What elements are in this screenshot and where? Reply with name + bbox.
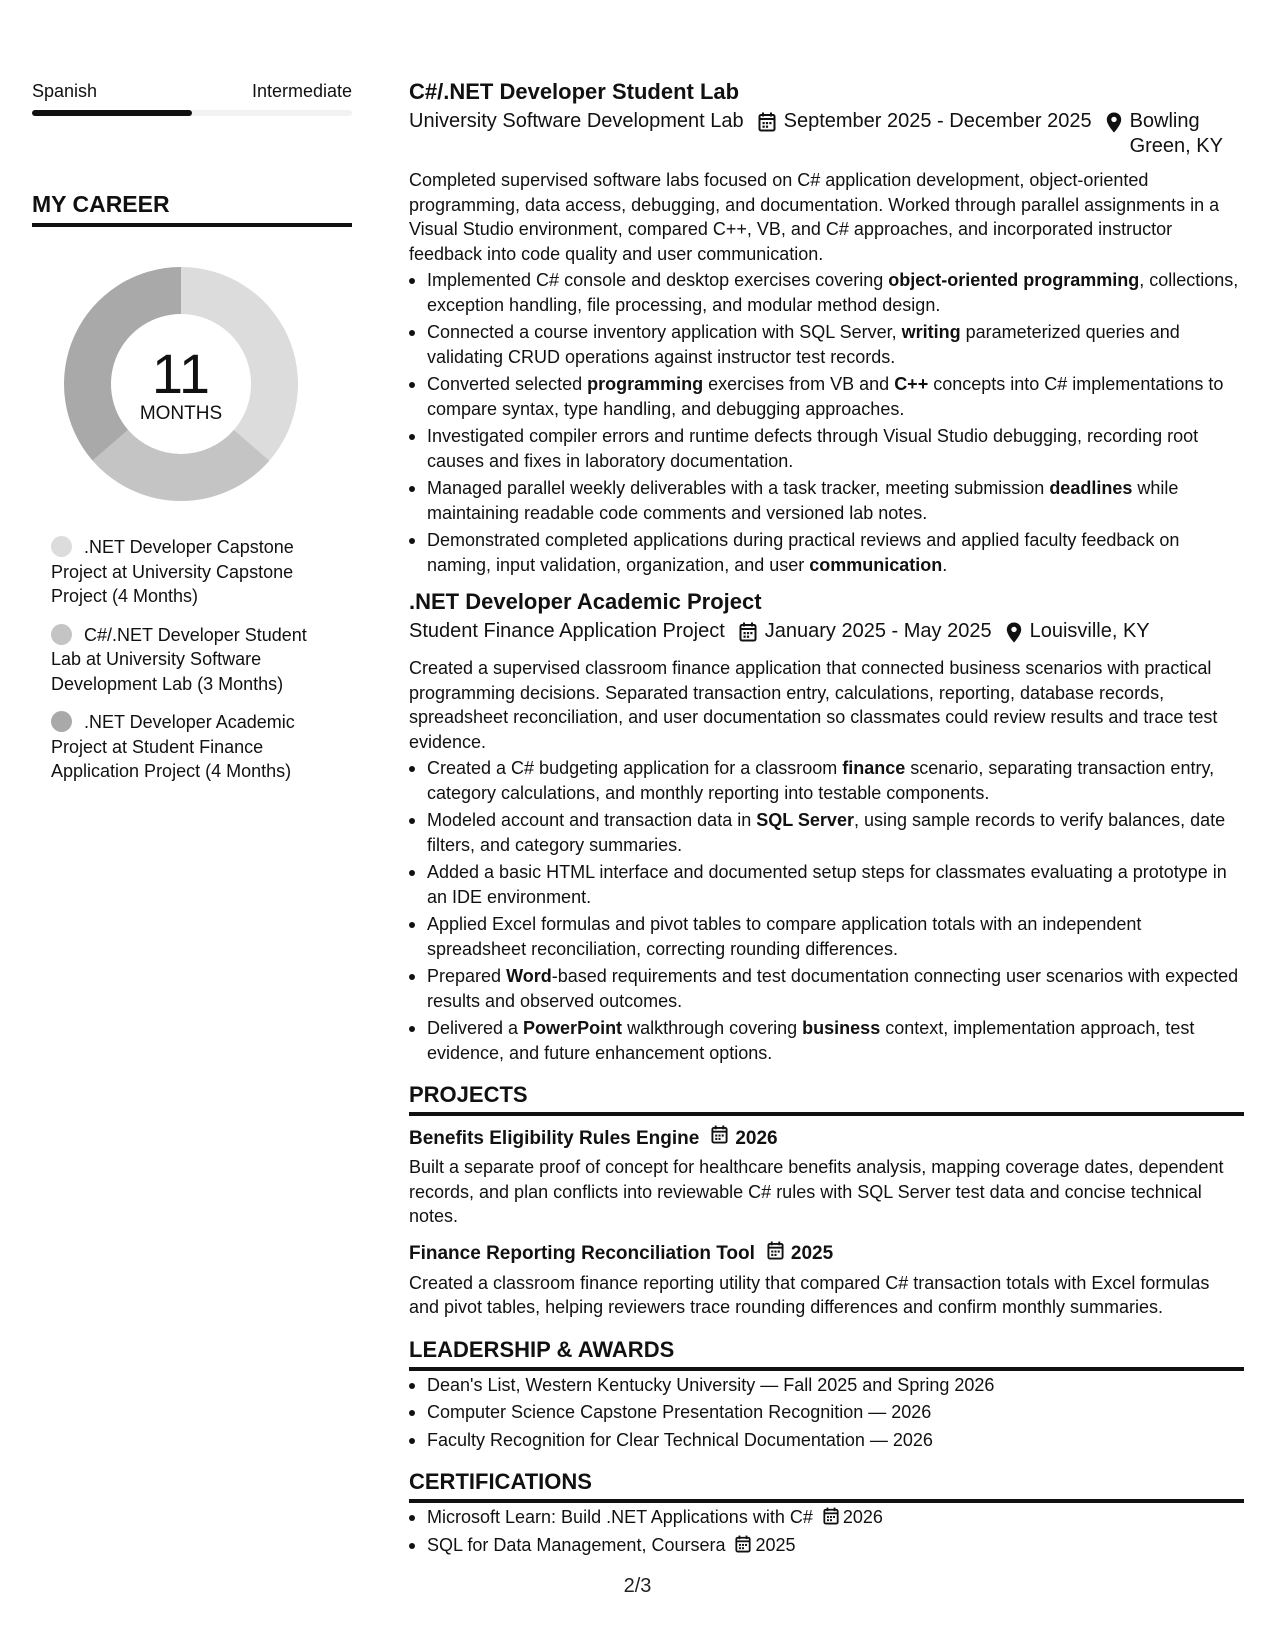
bullet-text: Demonstrated completed applications during practical reviews and applied faculty feedback on naming, input validation, organization, and user (427, 530, 1180, 575)
job-org: Student Finance Application Project (409, 620, 725, 642)
bullet-keyword: SQL Server (756, 810, 854, 830)
project-entry (409, 1125, 1244, 1229)
certification-item (409, 1505, 1244, 1530)
project-title-row (409, 1125, 1244, 1152)
project-entry (409, 1241, 1244, 1320)
bullet-item (409, 528, 1244, 577)
language-proficiency-bar (32, 110, 352, 116)
bullet-item (409, 476, 1244, 525)
bullet-text: Modeled account and transaction data in (427, 810, 757, 830)
job-description: Created a supervised classroom finance application that connected business scenarios with practical programming decisions. Separated transaction entry, calculations, reporting, database records, spreadsheet reconciliation, and user documentation so classmates could review results and trace test evidence. (409, 658, 1218, 752)
bullet-text: Implemented C# console and desktop exercises covering (427, 270, 889, 290)
bullet-text: Converted selected (427, 374, 588, 394)
bullet-item (409, 912, 1244, 961)
bullet-text: Investigated compiler errors and runtime defects through Visual Studio debugging, recording root causes and fixes in laboratory documentation. (427, 426, 1199, 471)
bullet-text: . (942, 554, 948, 575)
job-description: Completed supervised software labs focused on C# application development, object-oriented programming, data access, debugging, and documentation. Worked through parallel assignments in a Visual Studio environment, compared C++, VB, and C# approaches, and incorporated instructor feedback into code quality and user communication. (409, 170, 1220, 264)
bullet-item (409, 964, 1244, 1013)
bullet-item (409, 320, 1244, 369)
bullet-item (409, 372, 1244, 421)
bullet-keyword: communication (809, 554, 943, 575)
job-location: Louisville, KY (1029, 620, 1150, 642)
certification-year: 2026 (842, 1507, 883, 1527)
project-year: 2025 (790, 1243, 834, 1264)
bullet-text: walkthrough covering (622, 1018, 803, 1038)
bullet-text: Prepared (427, 966, 507, 986)
calendar-icon (823, 1507, 839, 1532)
job-location: Bowling Green, KY (1129, 110, 1223, 157)
bullet-keyword: business (802, 1018, 881, 1038)
language-proficiency-fill (32, 110, 192, 116)
bullet-keyword: PowerPoint (523, 1018, 623, 1038)
job-bullets (409, 268, 1244, 577)
legend-dot-icon (51, 711, 72, 732)
bullet-text: -based requirements and test documentation connecting user scenarios with expected results and observed outcomes. (427, 966, 1239, 1011)
project-title: Finance Reporting Reconciliation Tool (409, 1243, 755, 1264)
projects-heading: PROJECTS (409, 1082, 528, 1107)
awards-list (409, 1373, 1244, 1453)
bullet-text: , using sample records to verify balances, date filters, and category summaries. (427, 810, 1226, 855)
page-number: 2/3 (623, 1575, 652, 1597)
certification-name: SQL for Data Management, Coursera (427, 1534, 726, 1555)
bullet-item (409, 860, 1244, 909)
calendar-icon (735, 1535, 751, 1560)
bullet-item (409, 268, 1244, 317)
project-description: Created a classroom finance reporting utility that compared C# transaction totals with Excel formulas and pivot tables, helping reviewers trace rounding differences and confirm monthly summaries. (409, 1272, 1210, 1317)
job-bullets (409, 756, 1244, 1065)
bullet-text: Delivered a (427, 1018, 524, 1038)
legend-text: C#/.NET Developer Student Lab at University Software Development Lab (3 Months) (51, 624, 307, 694)
bullet-keyword: object-oriented programming (888, 270, 1140, 290)
language-level: Intermediate (251, 81, 352, 101)
bullet-text: Connected a course inventory application with SQL Server, (427, 322, 902, 342)
bullet-text: , collections, exception handling, file processing, and modular method design. (427, 270, 1239, 315)
award-item: Computer Science Capstone Presentation Recognition — 2026 (409, 1400, 1244, 1425)
legend-dot-icon (51, 624, 72, 645)
project-description: Built a separate proof of concept for healthcare benefits analysis, mapping coverage dates, dependent records, and plan conflicts into reviewable C# rules with SQL Server test data and concise technical notes. (409, 1157, 1224, 1226)
job-dates: January 2025 - May 2025 (764, 620, 992, 642)
donut-unit: MONTHS (139, 403, 223, 424)
job-meta (409, 109, 1244, 159)
donut-center (56, 259, 306, 509)
bullet-text: Created a C# budgeting application for a classroom (427, 758, 843, 778)
project-year: 2026 (735, 1127, 778, 1149)
project-title-row (409, 1241, 1244, 1268)
job-dates: September 2025 - December 2025 (783, 110, 1092, 132)
location-pin-icon (1106, 112, 1122, 140)
experience-entry (409, 78, 1244, 577)
career-heading: MY CAREER (32, 191, 170, 217)
certification-item (409, 1533, 1244, 1558)
location-pin-icon (1006, 622, 1022, 650)
bullet-item (409, 808, 1244, 857)
career-heading-rule (32, 223, 352, 227)
main-content (409, 78, 1244, 1560)
job-meta (409, 619, 1244, 647)
bullet-text: parameterized queries and validating CRUD operations against instructor test records. (427, 322, 1180, 367)
certification-year: 2025 (755, 1534, 796, 1555)
job-title: .NET Developer Academic Project (409, 589, 762, 614)
certifications-heading-rule (409, 1499, 1244, 1503)
award-item: Dean's List, Western Kentucky University — Fall 2025 and Spring 2026 (409, 1373, 1244, 1398)
bullet-keyword: Word (506, 966, 552, 986)
bullet-text: Added a basic HTML interface and documented setup steps for classmates evaluating a prototype in an IDE environment. (427, 862, 1227, 907)
donut-total-months: 11 (151, 342, 211, 405)
certifications-heading: CERTIFICATIONS (409, 1469, 592, 1494)
career-donut-chart (56, 259, 306, 509)
job-org: University Software Development Lab (409, 110, 744, 132)
leadership-heading: LEADERSHIP & AWARDS (409, 1336, 675, 1362)
bullet-keyword: C++ (894, 374, 929, 394)
bullet-text: scenario, separating transaction entry, category calculations, and monthly reporting into testable components. (427, 758, 1215, 803)
bullet-item (409, 424, 1244, 473)
calendar-icon (739, 622, 757, 649)
calendar-icon (758, 112, 776, 139)
calendar-icon (767, 1241, 784, 1268)
bullet-text: context, implementation approach, test evidence, and future enhancement options. (427, 1018, 1195, 1063)
bullet-text: Applied Excel formulas and pivot tables to compare application totals with an independent spreadsheet reconciliation, correcting rounding differences. (427, 914, 1142, 959)
leadership-heading-rule (409, 1367, 1244, 1371)
legend-dot-icon (51, 536, 72, 557)
bullet-item (409, 756, 1244, 805)
bullet-text: Managed parallel weekly deliverables with a task tracker, meeting submission (427, 478, 1050, 498)
experience-entry (409, 588, 1244, 1065)
job-title: C#/.NET Developer Student Lab (409, 79, 740, 104)
bullet-keyword: finance (842, 758, 906, 778)
bullet-keyword: writing (901, 322, 961, 342)
language-name: Spanish (32, 81, 98, 101)
career-legend (51, 535, 341, 784)
bullet-keyword: deadlines (1049, 478, 1133, 498)
sidebar (32, 80, 352, 798)
bullet-keyword: programming (587, 374, 704, 394)
legend-item (51, 623, 341, 697)
language-row (32, 80, 352, 102)
legend-item (51, 535, 341, 609)
calendar-icon (711, 1125, 728, 1152)
bullet-text: concepts into C# implementations to compare syntax, type handling, and debugging approaches. (427, 374, 1224, 419)
certification-name: Microsoft Learn: Build .NET Applications with C# (427, 1507, 813, 1527)
projects-heading-rule (409, 1112, 1244, 1116)
legend-item (51, 710, 341, 784)
bullet-text: while maintaining readable code comments and versioned lab notes. (427, 478, 1179, 523)
bullet-item (409, 1016, 1244, 1065)
legend-text: .NET Developer Capstone Project at University Capstone Project (4 Months) (51, 537, 294, 606)
project-title: Benefits Eligibility Rules Engine (409, 1127, 700, 1149)
award-item: Faculty Recognition for Clear Technical Documentation — 2026 (409, 1428, 1244, 1453)
certifications-list (409, 1505, 1244, 1557)
bullet-text: exercises from VB and (703, 374, 895, 394)
legend-text: .NET Developer Academic Project at Student Finance Application Project (4 Months) (51, 712, 295, 781)
